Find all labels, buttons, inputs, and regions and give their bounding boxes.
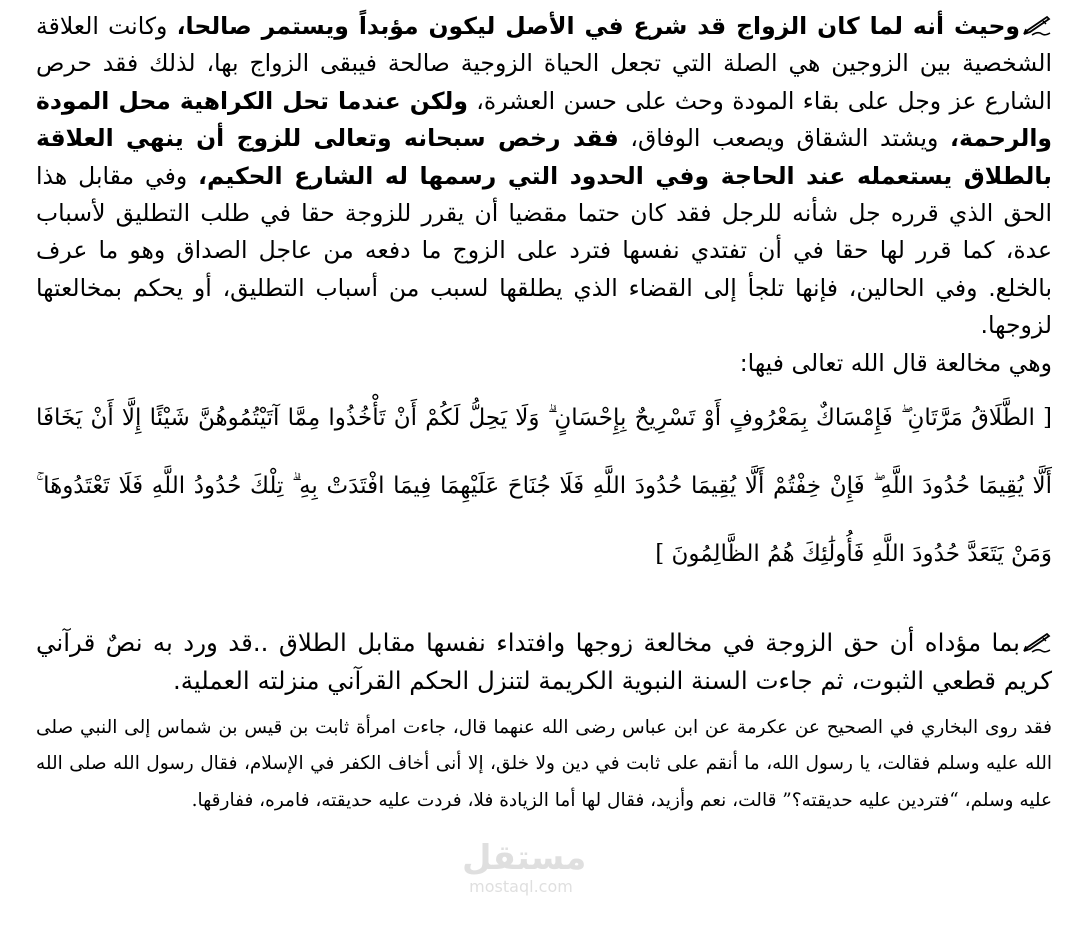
paragraph-2-text: بما مؤداه أن حق الزوجة في مخالعة زوجها وافتداء نفسها مقابل الطلاق ..قد ورد به نصٌ قرآني كريم قطعي الثبوت، ثم جاءت السنة النبوية الكريمة لتنزل الحكم القرآني منزلته العملية. <box>36 628 1052 696</box>
p1-seg-3: ويشتد الشقاق ويصعب الوفاق، <box>618 124 951 153</box>
quran-verse: [ الطَّلَاقُ مَرَّتَانِ ۖ فَإِمْسَاكٌ بِمَعْرُوفٍ أَوْ تَسْرِيحٌ بِإِحْسَانٍ ۗ وَلَا يَحِلُّ لَكُمْ أَنْ تَأْخُذُوا مِمَّا آتَيْتُمُوهُنَّ شَيْئًا إِلَّا أَنْ يَخَافَا أَلَّا يُقِيمَا حُدُودَ اللَّهِ ۖ فَإِنْ خِفْتُمْ أَلَّا يُقِيمَا حُدُودَ اللَّهِ فَلَا جُنَاحَ عَلَيْهِمَا فِيمَا افْتَدَتْ بِهِ ۗ تِلْكَ حُدُودُ اللَّهِ فَلَا تَعْتَدُوهَا ۚ وَمَنْ يَتَعَدَّ حُدُودَ اللَّهِ فَأُولَٰئِكَ هُمُ الظَّالِمُونَ ] <box>36 405 1052 568</box>
p1-seg-4: فقد رخص سبحانه وتعالى للزوج أن ينهي العلاقة بالطلاق يستعمله عند الحاجة وفي الحدود التي رسمها له الشارع الحكيم، <box>36 124 1053 190</box>
p1-seg-0: وحيث أنه لما كان الزواج قد شرع في الأصل ليكون مؤبداً ويستمر صالحا، <box>176 12 1020 40</box>
quran-intro: وهي مخالعة قال الله تعالى فيها: <box>739 348 1052 377</box>
p1-seg-5: وفي مقابل هذا الحق الذي قرره جل شأنه للرجل فقد كان حتما مقضيا أن يقرر للزوجة حقا في طلب التطليق لأسباب عدة، كما قرر لها حقا في أن تفتدي نفسها فترد على الزوج ما دفعه من عاجل الصداق وهو ما عرف بالخلع. وفي الحالين، فإنها تلجأ إلى القضاء الذي يطلقها لسبب من أسباب التطليق، أو يحكم بمخالعتها لزوجها. <box>36 161 1052 340</box>
paragraph-1 <box>36 8 1052 345</box>
watermark-url: mostaql.com <box>469 877 573 896</box>
pen-writing-icon <box>1022 627 1052 649</box>
pen-writing-icon <box>1022 11 1052 33</box>
p1-seg-2: ولكن عندما تحل الكراهية محل المودة والرحمة، <box>36 86 1052 153</box>
watermark-logo: مستقل <box>462 838 587 878</box>
paragraph-2 <box>36 624 1052 700</box>
paragraph-3: فقد روى البخاري في الصحيح عن عكرمة عن ابن عباس رضى الله عنهما قال، جاءت امرأة ثابت بن قيس بن شماس إلى النبي صلى الله عليه وسلم فقالت، يا رسول الله، ما أنقم على ثابت في دين ولا خلق، إلا أنى أخاف الكفر في الإسلام، فقال رسول الله صلى الله عليه وسلم، “فتردين عليه حديقته؟” قالت، نعم وأزيد، فقال لها أما الزيادة فلا، فردت عليه حديقته، فامره، ففارقها. <box>36 717 1052 811</box>
p1-seg-1: وكانت العلاقة الشخصية بين الزوجين هي الصلة التي تجعل الحياة الزوجية صالحة فيبقى الزواج بها، لذلك فقد حرص الشارع عز وجل على بقاء المودة وحث على حسن العشرة، <box>36 12 1052 115</box>
